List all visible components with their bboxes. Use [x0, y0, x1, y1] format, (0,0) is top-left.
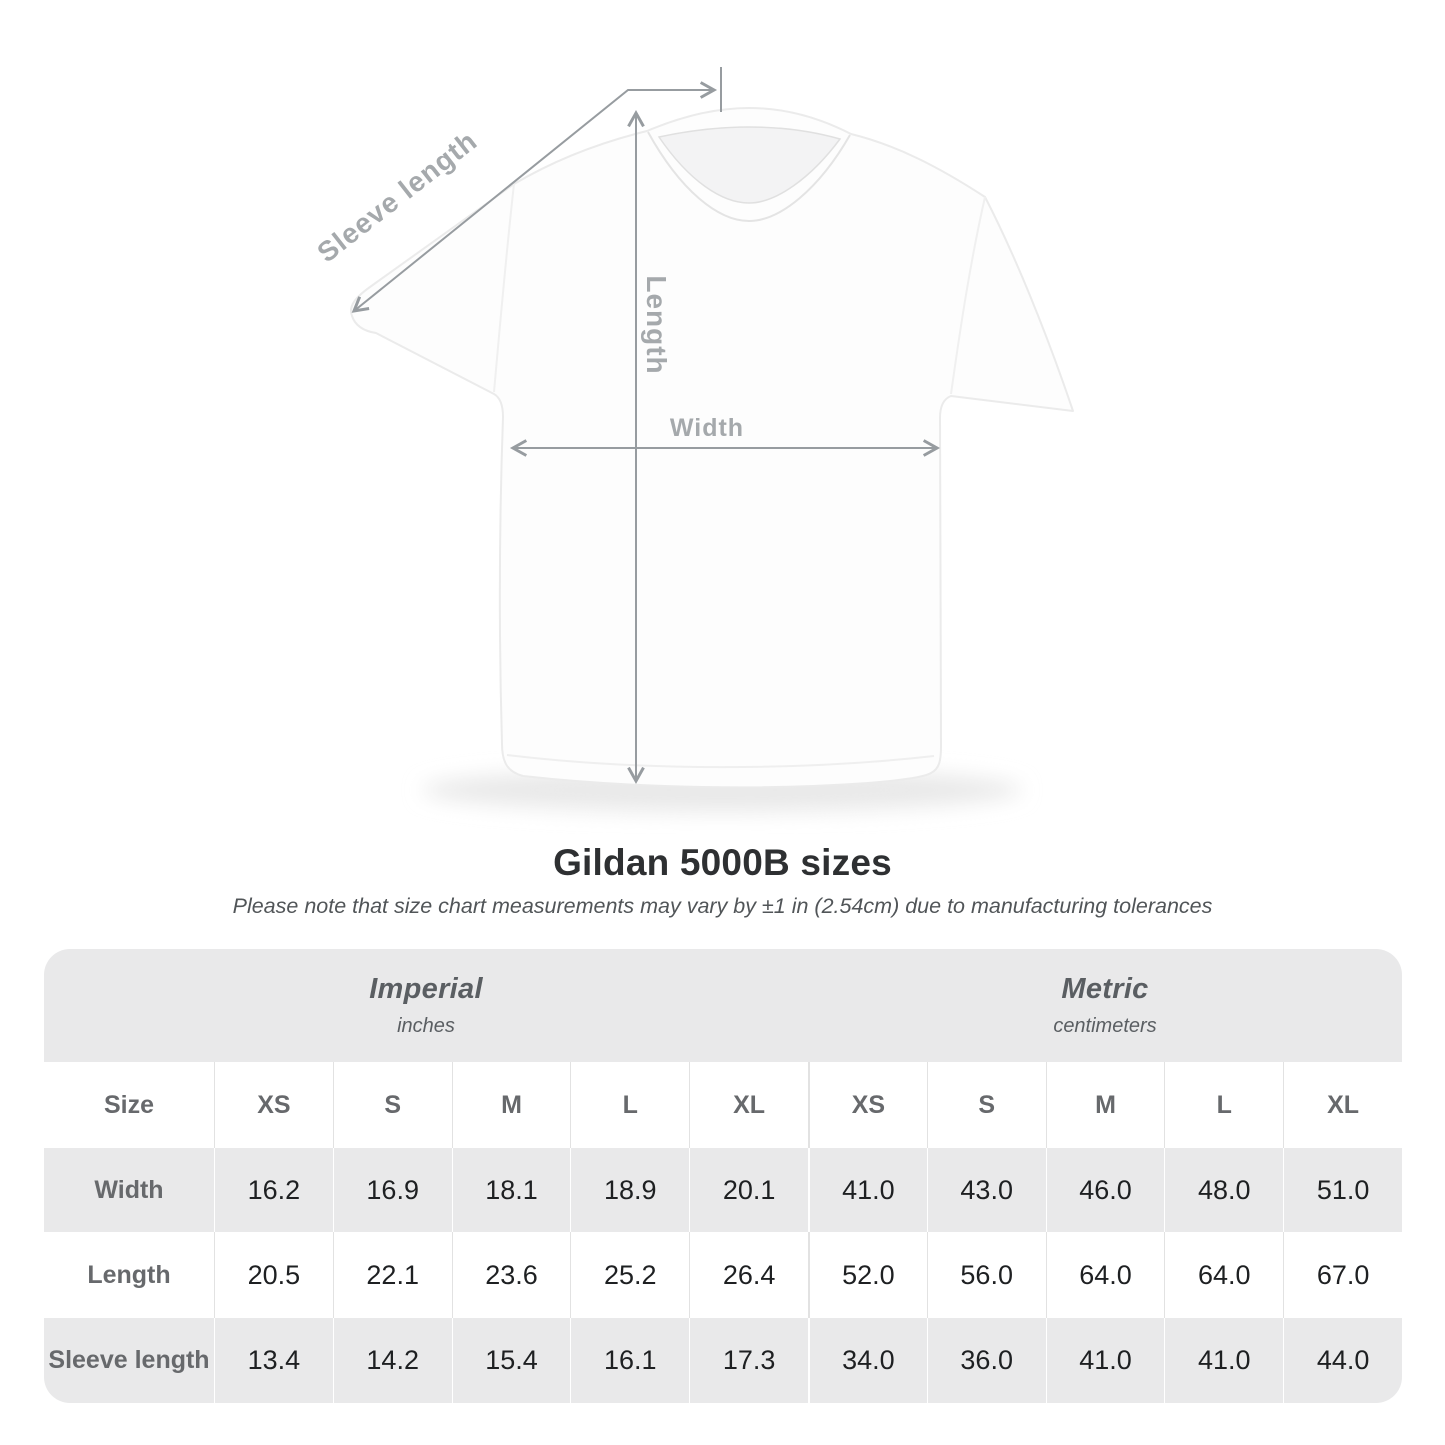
size-header: XL — [689, 1062, 808, 1148]
value-cell: 14.2 — [333, 1318, 452, 1403]
header-metric — [808, 949, 1402, 1062]
size-header: XS — [214, 1062, 333, 1148]
value-cell: 13.4 — [214, 1318, 333, 1403]
value-cell: 36.0 — [927, 1318, 1046, 1403]
width-label: Width — [669, 414, 745, 442]
value-cell: 43.0 — [927, 1148, 1046, 1232]
value-cell: 22.1 — [333, 1232, 452, 1318]
value-cell: 20.5 — [214, 1232, 333, 1318]
size-header: M — [1046, 1062, 1165, 1148]
value-cell: 41.0 — [1164, 1318, 1283, 1403]
value-cell: 16.1 — [570, 1318, 689, 1403]
size-header: M — [452, 1062, 571, 1148]
value-cell: 64.0 — [1164, 1232, 1283, 1318]
value-cell: 17.3 — [689, 1318, 808, 1403]
row-label: Width — [44, 1148, 214, 1232]
size-header: L — [570, 1062, 689, 1148]
value-cell: 64.0 — [1046, 1232, 1165, 1318]
value-cell: 46.0 — [1046, 1148, 1165, 1232]
page-title: Gildan 5000B sizes — [553, 842, 892, 883]
value-cell: 20.1 — [689, 1148, 808, 1232]
value-cell: 15.4 — [452, 1318, 571, 1403]
value-cell: 41.0 — [808, 1148, 927, 1232]
value-cell: 51.0 — [1283, 1148, 1402, 1232]
size-header: XS — [808, 1062, 927, 1148]
imperial-unit: inches — [397, 1015, 455, 1037]
metric-label: Metric — [1061, 973, 1149, 1005]
size-header: S — [333, 1062, 452, 1148]
size-header: S — [927, 1062, 1046, 1148]
size-header: XL — [1283, 1062, 1402, 1148]
row-label: Sleeve length — [44, 1318, 214, 1403]
value-cell: 16.9 — [333, 1148, 452, 1232]
size-table — [44, 949, 1402, 1403]
value-cell: 18.9 — [570, 1148, 689, 1232]
row-label: Length — [44, 1232, 214, 1318]
imperial-label: Imperial — [369, 973, 483, 1005]
value-cell: 23.6 — [452, 1232, 571, 1318]
value-cell: 41.0 — [1046, 1318, 1165, 1403]
header-imperial — [44, 949, 808, 1062]
value-cell: 18.1 — [452, 1148, 571, 1232]
value-cell: 26.4 — [689, 1232, 808, 1318]
page-subtitle: Please note that size chart measurements may vary by ±1 in (2.54cm) due to manufacturing tolerances — [232, 894, 1213, 918]
value-cell: 16.2 — [214, 1148, 333, 1232]
value-cell: 48.0 — [1164, 1148, 1283, 1232]
value-cell: 52.0 — [808, 1232, 927, 1318]
length-label: Length — [641, 275, 672, 375]
value-cell: 44.0 — [1283, 1318, 1402, 1403]
size-col-header: Size — [44, 1062, 214, 1148]
metric-unit: centimeters — [1053, 1015, 1157, 1037]
value-cell: 34.0 — [808, 1318, 927, 1403]
value-cell: 56.0 — [927, 1232, 1046, 1318]
size-header: L — [1164, 1062, 1283, 1148]
sleeve-length-label: Sleeve length — [311, 124, 483, 269]
value-cell: 67.0 — [1283, 1232, 1402, 1318]
value-cell: 25.2 — [570, 1232, 689, 1318]
